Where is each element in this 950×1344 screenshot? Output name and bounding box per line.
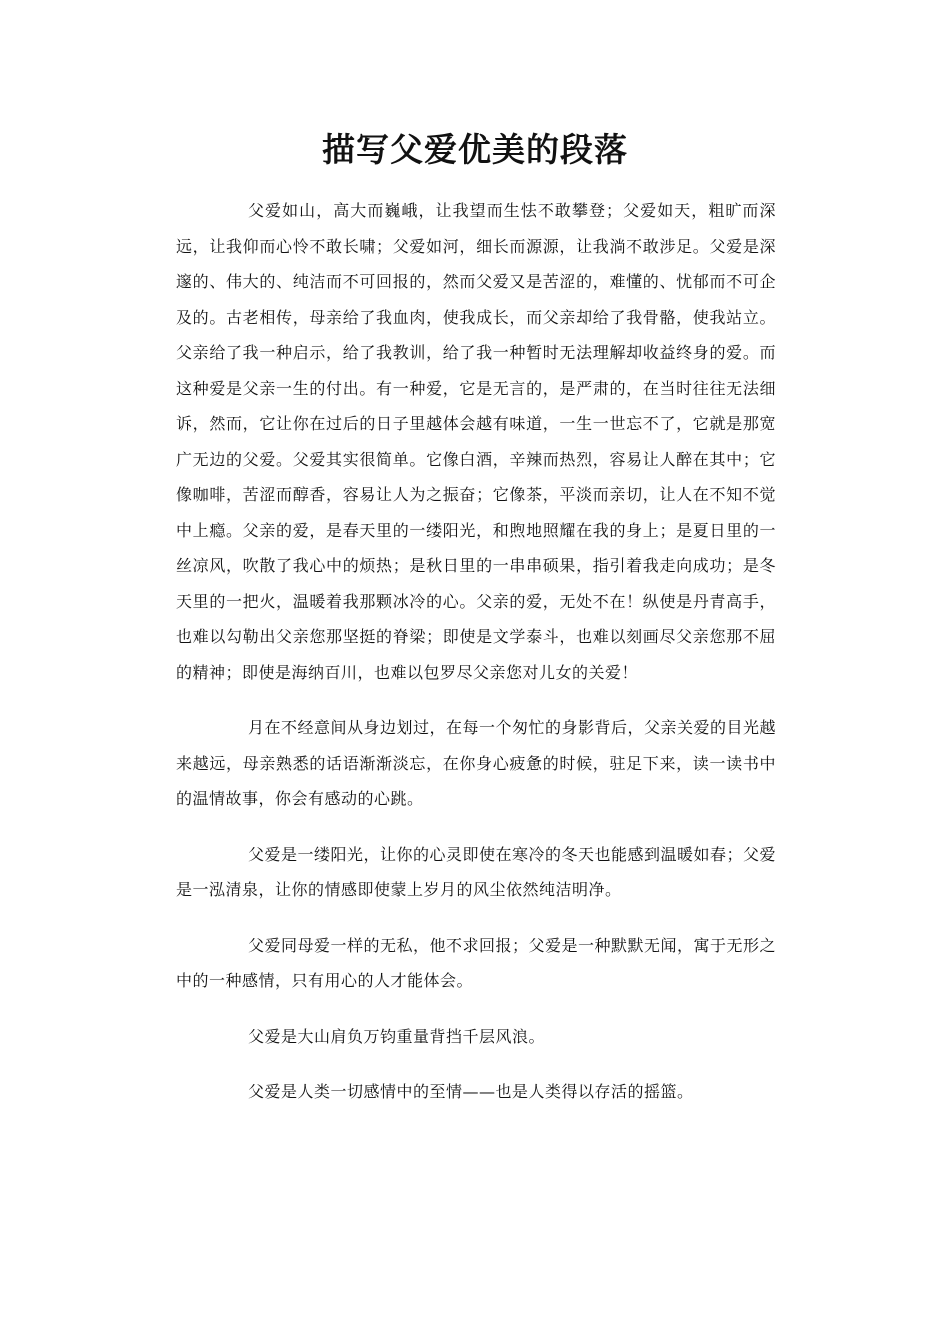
- paragraph-5: 父爱是大山肩负万钧重量背挡千层风浪。: [248, 1026, 546, 1046]
- paragraph-3: 父爱是一缕阳光，让你的心灵即使在寒冷的冬天也能感到温暖如春；父爱是一泓清泉，让你的情感即使蒙上岁月的风尘依然纯洁明净。: [176, 844, 777, 899]
- paragraph-1: 父爱如山，高大而巍峨，让我望而生怯不敢攀登；父爱如天，粗旷而深远，让我仰而心怜不敢长啸；父爱如河，细长而源源，让我淌不敢涉足。父爱是深邃的、伟大的、纯洁而不可回报的，然而父爱又是苦涩的，难懂的、忧郁而不可企及的。古老相传，母亲给了我血肉，使我成长，而父亲却给了我骨骼，使我站立。父亲给了我一种启示，给了我教训，给了我一种暂时无法理解却收益终身的爱。而这种爱是父亲一生的付出。有一种爱，它是无言的，是严肃的，在当时往往无法细诉，然而，它让你在过后的日子里越体会越有味道，一生一世忘不了，它就是那宽广无边的父爱。父爱其实很简单。它像白酒，辛辣而热烈，容易让人醉在其中；它像咖啡，苦涩而醇香，容易让人为之振奋；它像茶，平淡而亲切，让人在不知不觉中上瘾。父亲的爱，是春天里的一缕阳光，和煦地照耀在我的身上；是夏日里的一丝凉风，吹散了我心中的烦热；是秋日里的一串串硕果，指引着我走向成功；是冬天里的一把火，温暖着我那颗冰冷的心。父亲的爱，无处不在！纵使是丹青高手，也难以勾勒出父亲您那坚挺的脊梁；即使是文学泰斗，也难以刻画尽父亲您那不屈的精神；即使是海纳百川，也难以包罗尽父亲您对儿女的关爱！: [176, 201, 776, 682]
- paragraph-6: 父爱是人类一切感情中的至情——也是人类得以存活的摇篮。: [248, 1082, 694, 1101]
- paragraph-2: 月在不经意间从身边划过，在每一个匆忙的身影背后，父亲关爱的目光越来越远，母亲熟悉的话语渐渐淡忘，在你身心疲惫的时候，驻足下来，读一读书中的温情故事，你会有感动的心跳。: [176, 718, 777, 808]
- document-title: 描写父爱优美的段落: [322, 130, 628, 169]
- document-body: [176, 193, 776, 1110]
- paragraph-4: 父爱同母爱一样的无私，他不求回报；父爱是一种默默无闻，寓于无形之中的一种感情，只有用心的人才能体会。: [176, 935, 777, 990]
